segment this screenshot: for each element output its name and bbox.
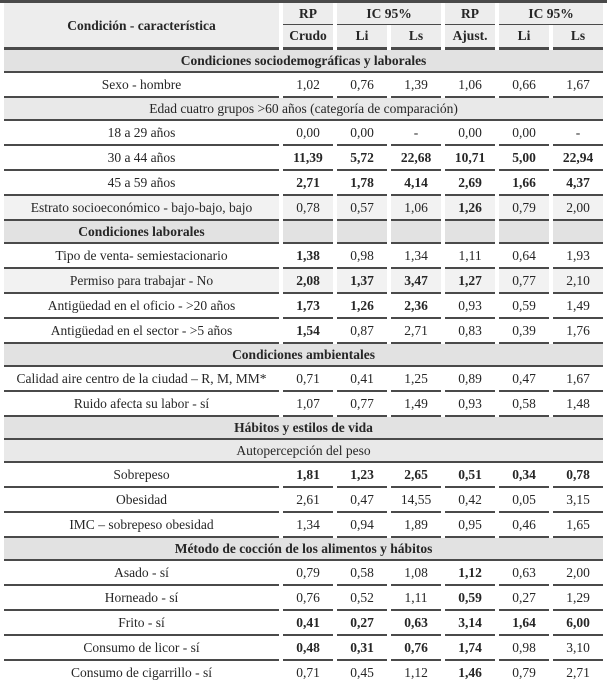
value-cell: 1,27 <box>445 269 495 294</box>
value-cell: 3,15 <box>553 488 603 513</box>
value-cell: 0,47 <box>337 488 387 513</box>
value-cell: 2,00 <box>553 196 603 221</box>
value-cell: 0,79 <box>499 661 549 684</box>
row-label: 18 a 29 años <box>4 121 279 146</box>
column-header-rp-ajust-group: RP <box>445 3 495 25</box>
value-cell: 2,71 <box>391 319 441 344</box>
value-cell: 1,07 <box>283 392 333 417</box>
value-cell: 0,71 <box>283 661 333 684</box>
row-label: Estrato socioeconómico - bajo-bajo, bajo <box>4 196 279 221</box>
column-header-crudo: Crudo <box>283 25 333 50</box>
value-cell: 1,48 <box>553 392 603 417</box>
table-row <box>4 121 603 146</box>
value-cell: 0,41 <box>337 367 387 392</box>
row-label: Tipo de venta- semiestacionario <box>4 244 279 269</box>
value-cell: 0,46 <box>499 513 549 538</box>
value-cell: 1,76 <box>553 319 603 344</box>
value-cell: 0,93 <box>445 294 495 319</box>
row-label: Antigüedad en el oficio - >20 años <box>4 294 279 319</box>
table-row <box>4 171 603 196</box>
value-cell: 0,63 <box>391 611 441 636</box>
value-cell: 0,57 <box>337 196 387 221</box>
table-row <box>4 269 603 294</box>
column-header-ajust: Ajust. <box>445 25 495 50</box>
section-filler-cell <box>391 221 441 244</box>
value-cell: 0,83 <box>445 319 495 344</box>
section-row <box>4 417 603 440</box>
row-label: IMC – sobrepeso obesidad <box>4 513 279 538</box>
value-cell: 0,48 <box>283 636 333 661</box>
section-filler-cell <box>553 221 603 244</box>
value-cell: 1,37 <box>337 269 387 294</box>
table-row <box>4 244 603 269</box>
value-cell: 1,06 <box>445 73 495 98</box>
table-row <box>4 561 603 586</box>
value-cell: 0,77 <box>499 269 549 294</box>
value-cell: 1,39 <box>391 73 441 98</box>
value-cell: 0,76 <box>391 636 441 661</box>
table-body <box>4 50 603 684</box>
subsection-row <box>4 98 603 121</box>
value-cell: 1,66 <box>499 171 549 196</box>
column-header-ls-crudo: Ls <box>391 25 441 50</box>
value-cell: 1,64 <box>499 611 549 636</box>
value-cell: 1,67 <box>553 367 603 392</box>
value-cell: 1,46 <box>445 661 495 684</box>
value-cell: 1,65 <box>553 513 603 538</box>
value-cell: 3,14 <box>445 611 495 636</box>
value-cell: 0,93 <box>445 392 495 417</box>
table-row <box>4 611 603 636</box>
section-row <box>4 344 603 367</box>
section-row <box>4 538 603 561</box>
value-cell: 0,59 <box>499 294 549 319</box>
value-cell: 0,51 <box>445 463 495 488</box>
value-cell: 0,76 <box>283 586 333 611</box>
value-cell: 0,52 <box>337 586 387 611</box>
table-row <box>4 488 603 513</box>
row-label: Consumo de cigarrillo - sí <box>4 661 279 684</box>
value-cell: 6,00 <box>553 611 603 636</box>
value-cell: 0,64 <box>499 244 549 269</box>
value-cell: 10,71 <box>445 146 495 171</box>
section-filler-cell <box>499 221 549 244</box>
value-cell: 0,34 <box>499 463 549 488</box>
column-header-li-crudo: Li <box>337 25 387 50</box>
value-cell: 1,74 <box>445 636 495 661</box>
column-header-rp-crudo-group: RP <box>283 3 333 25</box>
row-label: Sexo - hombre <box>4 73 279 98</box>
value-cell: 2,71 <box>553 661 603 684</box>
value-cell: 1,11 <box>391 586 441 611</box>
value-cell: 2,00 <box>553 561 603 586</box>
row-label: Asado - sí <box>4 561 279 586</box>
value-cell: 1,12 <box>445 561 495 586</box>
value-cell: 0,78 <box>553 463 603 488</box>
value-cell: 0,76 <box>337 73 387 98</box>
section-label: Método de cocción de los alimentos y hábitos <box>4 538 603 561</box>
value-cell: 0,78 <box>283 196 333 221</box>
value-cell: 1,26 <box>445 196 495 221</box>
column-header-li-ajust: Li <box>499 25 549 50</box>
value-cell: 0,27 <box>499 586 549 611</box>
value-cell: 11,39 <box>283 146 333 171</box>
value-cell: 1,78 <box>337 171 387 196</box>
section-row <box>4 221 603 244</box>
column-header-ic95-crudo-group: IC 95% <box>337 3 441 25</box>
value-cell: 0,79 <box>283 561 333 586</box>
value-cell: 5,72 <box>337 146 387 171</box>
value-cell: 1,08 <box>391 561 441 586</box>
row-label: Sobrepeso <box>4 463 279 488</box>
section-label: Condiciones sociodemográficas y laborales <box>4 50 603 73</box>
value-cell: 0,45 <box>337 661 387 684</box>
value-cell: 0,89 <box>445 367 495 392</box>
row-label: Frito - sí <box>4 611 279 636</box>
value-cell: 4,37 <box>553 171 603 196</box>
column-header-ls-ajust: Ls <box>553 25 603 50</box>
value-cell: 1,02 <box>283 73 333 98</box>
row-label: 45 a 59 años <box>4 171 279 196</box>
value-cell: 1,54 <box>283 319 333 344</box>
value-cell: 1,67 <box>553 73 603 98</box>
value-cell: 0,27 <box>337 611 387 636</box>
value-cell: 2,10 <box>553 269 603 294</box>
value-cell: 2,65 <box>391 463 441 488</box>
header-row-groups <box>4 3 603 25</box>
row-label: 30 a 44 años <box>4 146 279 171</box>
value-cell: 2,61 <box>283 488 333 513</box>
section-filler-cell <box>337 221 387 244</box>
value-cell: 3,47 <box>391 269 441 294</box>
value-cell: 0,59 <box>445 586 495 611</box>
value-cell: 0,94 <box>337 513 387 538</box>
table-row <box>4 513 603 538</box>
value-cell: 1,38 <box>283 244 333 269</box>
table-row <box>4 196 603 221</box>
value-cell: 0,00 <box>337 121 387 146</box>
value-cell: 1,06 <box>391 196 441 221</box>
column-header-ic95-ajust-group: IC 95% <box>499 3 603 25</box>
value-cell: 0,00 <box>499 121 549 146</box>
value-cell: 0,98 <box>499 636 549 661</box>
value-cell: - <box>553 121 603 146</box>
table-header <box>4 3 603 50</box>
value-cell: 0,79 <box>499 196 549 221</box>
value-cell: 0,39 <box>499 319 549 344</box>
value-cell: 0,42 <box>445 488 495 513</box>
value-cell: 0,66 <box>499 73 549 98</box>
value-cell: 3,10 <box>553 636 603 661</box>
value-cell: 22,94 <box>553 146 603 171</box>
value-cell: 0,87 <box>337 319 387 344</box>
row-label: Calidad aire centro de la ciudad – R, M, MM* <box>4 367 279 392</box>
value-cell: 1,73 <box>283 294 333 319</box>
value-cell: 0,58 <box>499 392 549 417</box>
row-label: Ruido afecta su labor - sí <box>4 392 279 417</box>
value-cell: 0,47 <box>499 367 549 392</box>
value-cell: 1,25 <box>391 367 441 392</box>
value-cell: 0,05 <box>499 488 549 513</box>
row-label: Antigüedad en el sector - >5 años <box>4 319 279 344</box>
value-cell: 4,14 <box>391 171 441 196</box>
value-cell: 0,00 <box>283 121 333 146</box>
value-cell: 2,71 <box>283 171 333 196</box>
value-cell: 0,58 <box>337 561 387 586</box>
table-row <box>4 367 603 392</box>
value-cell: 1,49 <box>553 294 603 319</box>
table-row <box>4 636 603 661</box>
value-cell: 0,31 <box>337 636 387 661</box>
value-cell: 22,68 <box>391 146 441 171</box>
value-cell: 1,34 <box>283 513 333 538</box>
section-filler-cell <box>445 221 495 244</box>
value-cell: 0,00 <box>445 121 495 146</box>
table-row <box>4 661 603 684</box>
value-cell: 1,89 <box>391 513 441 538</box>
value-cell: 1,29 <box>553 586 603 611</box>
value-cell: 1,12 <box>391 661 441 684</box>
table-row <box>4 463 603 488</box>
value-cell: 0,63 <box>499 561 549 586</box>
table-row <box>4 146 603 171</box>
value-cell: 0,41 <box>283 611 333 636</box>
section-label: Condiciones laborales <box>4 221 279 244</box>
row-label: Consumo de licor - sí <box>4 636 279 661</box>
table-row <box>4 586 603 611</box>
value-cell: - <box>391 121 441 146</box>
table-row <box>4 392 603 417</box>
table-row <box>4 294 603 319</box>
value-cell: 1,11 <box>445 244 495 269</box>
value-cell: 5,00 <box>499 146 549 171</box>
section-label: Autopercepción del peso <box>4 440 603 463</box>
value-cell: 1,93 <box>553 244 603 269</box>
table-row <box>4 319 603 344</box>
subsection-row <box>4 440 603 463</box>
row-label: Horneado - sí <box>4 586 279 611</box>
value-cell: 0,71 <box>283 367 333 392</box>
value-cell: 0,95 <box>445 513 495 538</box>
value-cell: 1,23 <box>337 463 387 488</box>
column-header-condition: Condición - característica <box>4 3 279 50</box>
value-cell: 2,08 <box>283 269 333 294</box>
section-label: Condiciones ambientales <box>4 344 603 367</box>
section-row <box>4 50 603 73</box>
section-label: Hábitos y estilos de vida <box>4 417 603 440</box>
value-cell: 1,49 <box>391 392 441 417</box>
value-cell: 0,77 <box>337 392 387 417</box>
row-label: Permiso para trabajar - No <box>4 269 279 294</box>
row-label: Obesidad <box>4 488 279 513</box>
value-cell: 2,69 <box>445 171 495 196</box>
value-cell: 2,36 <box>391 294 441 319</box>
section-label: Edad cuatro grupos >60 años (categoría de comparación) <box>4 98 603 121</box>
value-cell: 14,55 <box>391 488 441 513</box>
value-cell: 1,26 <box>337 294 387 319</box>
value-cell: 0,98 <box>337 244 387 269</box>
value-cell: 1,34 <box>391 244 441 269</box>
section-filler-cell <box>283 221 333 244</box>
value-cell: 1,81 <box>283 463 333 488</box>
table-row <box>4 73 603 98</box>
